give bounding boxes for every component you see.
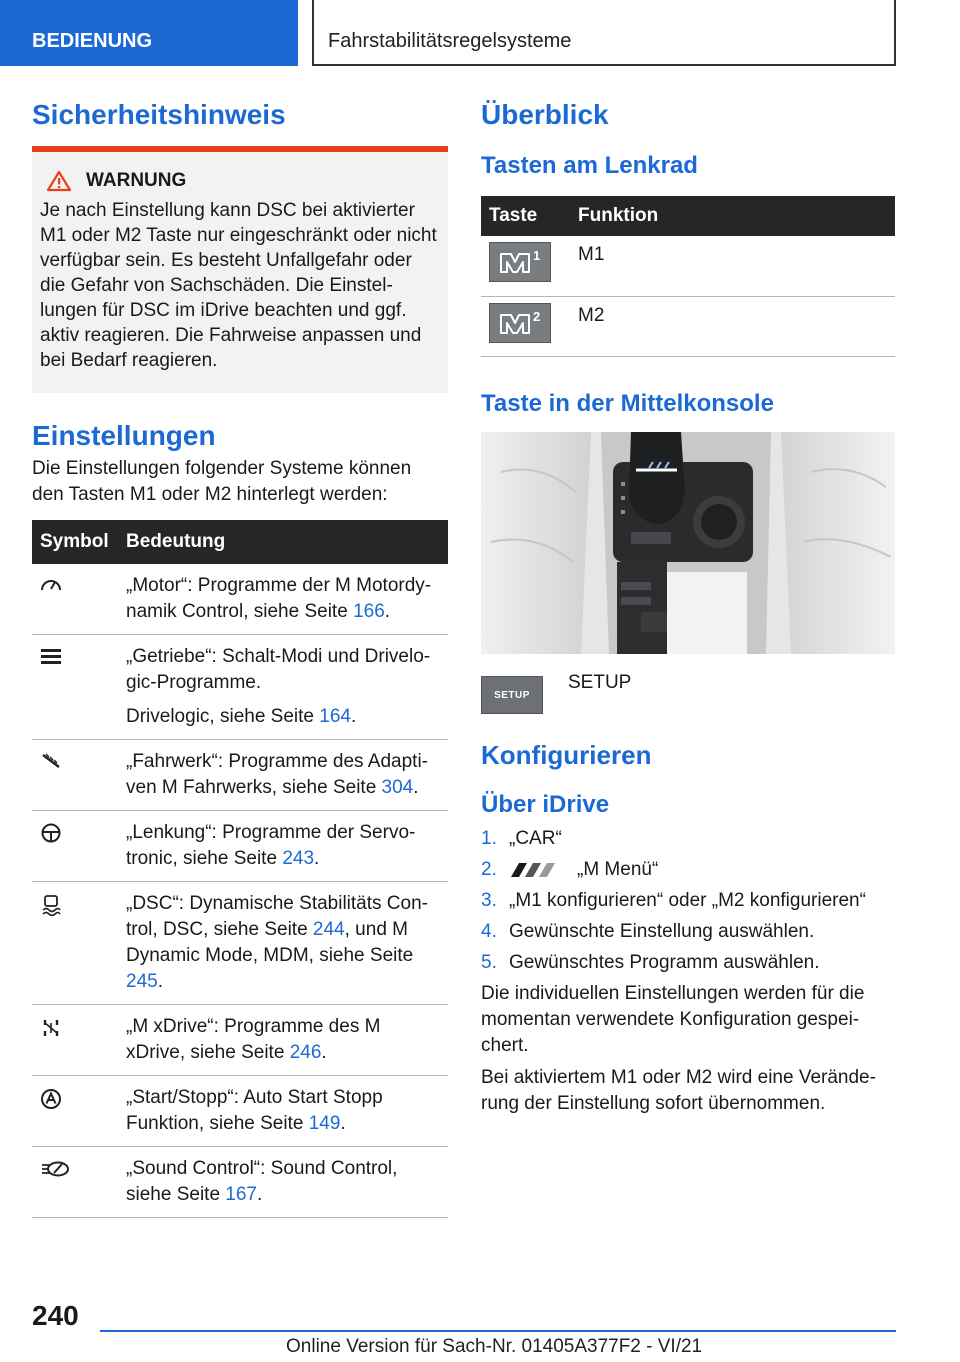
settings-intro: Die Einstellungen folgender Systeme können den Tasten M1 oder M2 hinterlegt werden: — [32, 458, 412, 506]
row-text: „Getriebe“: Schalt-Modi und Drivelogic-Programme. — [126, 646, 431, 694]
row-end: . — [314, 848, 320, 870]
page-link[interactable]: 243 — [282, 848, 315, 870]
table-row — [32, 635, 448, 740]
page-link[interactable]: 167 — [225, 1184, 257, 1206]
header-section: BEDIENUNG — [0, 0, 298, 66]
table-row — [481, 236, 895, 296]
col-meaning: Bedeutung — [118, 520, 448, 564]
page-link[interactable]: 244 — [312, 919, 345, 941]
table-row — [32, 564, 448, 635]
list-item — [481, 826, 895, 852]
warning-triangle-icon — [46, 170, 72, 192]
overview-heading: Überblick — [481, 99, 609, 130]
footer-divider — [100, 1330, 896, 1332]
symbol-table — [32, 520, 448, 1218]
m2-button-icon — [489, 303, 551, 343]
col-function: Funktion — [570, 196, 895, 236]
page-link[interactable]: 246 — [289, 1042, 322, 1064]
row-end: . — [340, 1113, 346, 1135]
setup-button-label: SETUP — [494, 689, 530, 701]
table-row — [32, 1076, 448, 1147]
warning-text: Je nach Einstellung kann DSC bei aktivierter M1 oder M2 Taste nur eingeschränkt oder nicht verfügbar sein. Es besteht Unfallgefahr oder die Gefahr von Sachschäden. Die Einstellungen für DSC im iDrive beachten und ggf. aktiv reagieren. Die Fahrweise anpassen und bei Bedarf reagieren. — [40, 199, 437, 371]
configure-para-2: Bei aktiviertem M1 oder M2 wird eine Veränderung der Einstellung sofort übernommen. — [481, 1066, 876, 1114]
step-text: Gewünschtes Programm auswählen. — [509, 951, 820, 973]
page-link[interactable]: 245 — [126, 971, 158, 993]
step-text: „CAR“ — [509, 827, 562, 849]
configure-para-1: Die individuellen Einstellungen werden für die momentan verwendete Konfiguration gespeichert. — [481, 982, 865, 1056]
sound-control-icon — [40, 1159, 70, 1179]
left-column — [32, 98, 448, 1218]
footer-text: Online Version für Sach-Nr. 01405A377F2 - VI/21 — [286, 1336, 703, 1357]
row-text: „DSC“: Dynamische Stabilitäts Control, DSC, siehe Seite — [126, 893, 428, 941]
row-text: „Sound Control“: Sound Control, siehe Seite — [126, 1158, 398, 1206]
row-text-2: Drivelogic, siehe Seite — [126, 706, 320, 728]
step-text: „M Menü“ — [577, 858, 659, 880]
list-item — [481, 919, 895, 945]
step-number: 5. — [481, 951, 497, 973]
row-text: „M xDrive“: Programme des M xDrive, siehe Seite — [126, 1016, 381, 1064]
step-text: „M1 konfigurieren“ oder „M2 konfigurieren“ — [509, 889, 866, 911]
key-function: M2 — [570, 296, 895, 356]
row-text-mid: , und M Dynamic Mode, MDM, siehe Seite — [126, 919, 414, 967]
list-item — [481, 950, 895, 976]
settings-heading: Einstellungen — [32, 419, 216, 451]
m1-button-icon — [489, 242, 551, 282]
row-end: . — [321, 1042, 327, 1064]
motor-icon — [40, 576, 62, 594]
step-number: 4. — [481, 920, 497, 942]
xdrive-icon — [40, 1017, 62, 1039]
warning-header — [46, 170, 438, 192]
row-text: „Start/Stopp“: Auto Start Stopp Funktion, siehe Seite — [126, 1087, 383, 1135]
row-end: . — [384, 601, 391, 623]
row-end: . — [413, 777, 419, 799]
col-symbol: Symbol — [32, 520, 118, 564]
key-function: M1 — [570, 236, 895, 296]
header-title: Fahrstabilitätsregelsysteme — [312, 0, 896, 66]
warning-label: WARNUNG — [86, 169, 187, 191]
start-stop-icon — [40, 1088, 62, 1110]
row-text: „Fahrwerk“: Programme des Adaptiven M Fahrwerks, siehe Seite — [126, 751, 428, 799]
table-row — [32, 1147, 448, 1218]
page-link[interactable]: 149 — [308, 1113, 341, 1135]
row-text: „Lenkung“: Programme der Servotronic, siehe Seite — [126, 822, 416, 870]
page-link[interactable]: 164 — [319, 706, 351, 728]
steering-keys-heading: Tasten am Lenkrad — [481, 151, 698, 179]
m-menu-icon — [509, 861, 563, 879]
page-link[interactable]: 166 — [353, 601, 385, 623]
configure-section — [481, 740, 895, 1117]
key-table-header — [481, 196, 895, 236]
table-row — [32, 811, 448, 882]
list-item — [481, 857, 895, 883]
dsc-icon — [40, 894, 62, 916]
idrive-heading: Über iDrive — [481, 791, 610, 819]
row-end: . — [157, 971, 163, 993]
step-number: 1. — [481, 827, 497, 849]
page-number: 240 — [32, 1300, 79, 1331]
steering-key-table — [481, 196, 895, 357]
table-row — [32, 740, 448, 811]
configure-heading: Konfigurieren — [481, 740, 652, 770]
svg-text:1: 1 — [533, 248, 541, 264]
right-column — [481, 98, 895, 1114]
setup-label: SETUP — [568, 672, 632, 693]
col-key: Taste — [481, 196, 570, 236]
row-end: . — [257, 1184, 263, 1206]
page-link[interactable]: 304 — [381, 777, 414, 799]
suspension-icon — [40, 752, 62, 770]
steering-icon — [40, 823, 62, 843]
list-item — [481, 888, 895, 914]
setup-row — [481, 672, 632, 714]
warning-box — [32, 146, 448, 393]
center-console-image — [481, 432, 895, 654]
table-row — [32, 882, 448, 1005]
symbol-table-header — [32, 520, 448, 564]
table-row — [481, 296, 895, 356]
table-row — [32, 1005, 448, 1076]
step-text: Gewünschte Einstellung auswählen. — [509, 920, 815, 942]
step-number: 3. — [481, 889, 497, 911]
svg-text:2: 2 — [533, 308, 541, 324]
console-heading: Taste in der Mittelkonsole — [481, 390, 774, 417]
setup-button-icon — [481, 676, 543, 714]
step-number: 2. — [481, 858, 497, 880]
safety-heading: Sicherheitshinweis — [32, 99, 286, 130]
row-text: „Motor“: Programme der M Motordynamik Control, siehe Seite — [126, 575, 432, 623]
steps-list — [481, 826, 895, 976]
gearbox-icon — [40, 647, 62, 665]
row-end: . — [350, 706, 357, 728]
